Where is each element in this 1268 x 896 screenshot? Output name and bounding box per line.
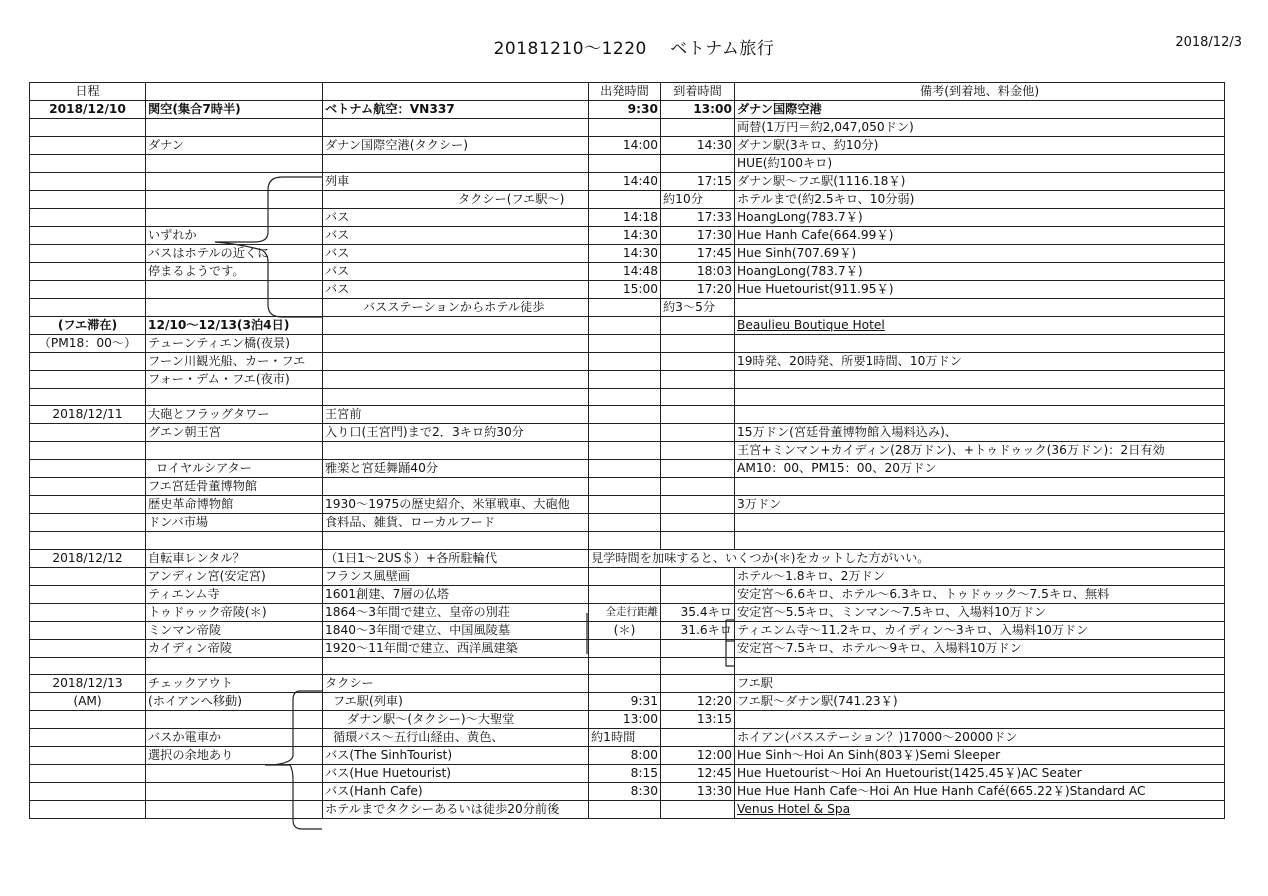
cell-arrive: 13:00 [661, 101, 735, 119]
cell-transport [323, 119, 589, 137]
cell-activity: 選択の余地あり [146, 746, 323, 764]
table-row [30, 639, 1225, 657]
table-row [30, 800, 1225, 818]
header-transport [323, 83, 589, 101]
table-row [30, 460, 1225, 478]
cell-activity [146, 532, 323, 549]
table-row [30, 549, 1225, 567]
cell-notes [735, 478, 1225, 496]
cell-arrive [661, 514, 735, 532]
cell-depart [589, 532, 661, 549]
table-row [30, 746, 1225, 764]
cell-arrive: 18:03 [661, 263, 735, 281]
cell-transport: バス(Hue Huetourist) [323, 764, 589, 782]
header-activity [146, 83, 323, 101]
cell-depart [589, 442, 661, 460]
cell-date [30, 191, 146, 209]
cell-date [30, 710, 146, 728]
table-row [30, 155, 1225, 173]
table-row [30, 657, 1225, 674]
cell-depart: 全走行距離 [589, 603, 661, 621]
cell-notes [735, 657, 1225, 674]
cell-transport: バス [323, 281, 589, 299]
cell-arrive [661, 639, 735, 657]
cell-depart: 14:30 [589, 245, 661, 263]
cell-date [30, 389, 146, 406]
cell-activity [146, 119, 323, 137]
cell-transport [323, 478, 589, 496]
cell-notes [735, 299, 1225, 317]
table-row [30, 674, 1225, 692]
cell-date [30, 585, 146, 603]
cell-date [30, 245, 146, 263]
cell-notes [735, 371, 1225, 389]
cell-depart [589, 406, 661, 424]
header-notes: 備考(到着地、料金他) [735, 83, 1225, 101]
table-row [30, 371, 1225, 389]
cell-activity: いずれか [146, 227, 323, 245]
cell-arrive [661, 478, 735, 496]
cell-arrive [661, 728, 735, 746]
cell-date [30, 209, 146, 227]
cell-notes: ダナン国際空港 [735, 101, 1225, 119]
cell-notes [735, 514, 1225, 532]
cell-date [30, 567, 146, 585]
table-row [30, 389, 1225, 406]
cell-depart: 9:31 [589, 692, 661, 710]
cell-notes: Hue Huetourist〜Hoi An Huetourist(1425.45￥)AC Seater [735, 764, 1225, 782]
cell-activity [146, 800, 323, 818]
table-row [30, 442, 1225, 460]
cell-notes: ホテルまで(約2.5キロ、10分弱) [735, 191, 1225, 209]
cell-date [30, 764, 146, 782]
table-row [30, 173, 1225, 191]
cell-transport: バスステーションからホテル徒歩 [323, 299, 589, 317]
cell-date [30, 496, 146, 514]
cell-notes [735, 532, 1225, 549]
table-row [30, 245, 1225, 263]
cell-notes: 安定宮〜7.5キロ、ホテル〜9キロ、入場料10万ドン [735, 639, 1225, 657]
cell-date [30, 263, 146, 281]
cell-activity [146, 710, 323, 728]
cell-date [30, 746, 146, 764]
cell-notes: 15万ドン(宮廷骨董博物館入場料込み)、 [735, 424, 1225, 442]
cell-arrive: 17:30 [661, 227, 735, 245]
cell-arrive [661, 389, 735, 406]
cell-arrive: 17:45 [661, 245, 735, 263]
cell-arrive: 14:30 [661, 137, 735, 155]
cell-arrive [661, 119, 735, 137]
cell-date [30, 227, 146, 245]
cell-transport: 1864〜3年間で建立、皇帝の別荘 [323, 603, 589, 621]
cell-activity [146, 764, 323, 782]
table-row [30, 603, 1225, 621]
cell-transport: 入り口(王宮門)まで2．3キロ約30分 [323, 424, 589, 442]
document-date: 2018/12/3 [1175, 35, 1242, 50]
cell-notes: Hue Hanh Cafe(664.99￥) [735, 227, 1225, 245]
cell-notes: HoangLong(783.7￥) [735, 263, 1225, 281]
cell-notes: HoangLong(783.7￥) [735, 209, 1225, 227]
cell-depart [589, 567, 661, 585]
cell-depart [589, 335, 661, 353]
cell-date [30, 137, 146, 155]
cell-date: 2018/12/11 [30, 406, 146, 424]
cell-arrive: 13:15 [661, 710, 735, 728]
cell-arrive [661, 567, 735, 585]
cell-activity: アンディン宮(安定宮) [146, 567, 323, 585]
cell-depart [589, 389, 661, 406]
cell-arrive: 約3〜5分 [661, 299, 735, 317]
table-row [30, 585, 1225, 603]
cell-depart [589, 353, 661, 371]
cell-activity: 12/10〜12/13(3泊4日) [146, 317, 323, 335]
cell-arrive [661, 353, 735, 371]
cell-transport: ホテルまでタクシーあるいは徒歩20分前後 [323, 800, 589, 818]
cell-activity [146, 782, 323, 800]
table-row [30, 496, 1225, 514]
cell-arrive: 31.6キロ [661, 621, 735, 639]
cell-transport [323, 657, 589, 674]
cell-depart: 8:00 [589, 746, 661, 764]
cell-activity [146, 173, 323, 191]
cell-notes: 安定宮〜5.5キロ、ミンマン〜7.5キロ、入場料10万ドン [735, 603, 1225, 621]
cell-date [30, 800, 146, 818]
cell-depart: 約1時間 [589, 728, 661, 746]
cell-transport [323, 317, 589, 335]
cell-transport: バス(The SinhTourist) [323, 746, 589, 764]
cell-date [30, 460, 146, 478]
cell-date [30, 424, 146, 442]
cell-arrive [661, 800, 735, 818]
cell-notes [735, 406, 1225, 424]
cell-notes: 王宮+ミンマン+カイディン(28万ドン)、+トゥドゥック(36万ドン)：2日有効 [735, 442, 1225, 460]
cell-notes: 安定宮〜6.6キロ、ホテル〜6.3キロ、トゥドゥック〜7.5キロ、無料 [735, 585, 1225, 603]
cell-transport: 食料品、雑貨、ローカルフード [323, 514, 589, 532]
cell-date: （PM18：00〜） [30, 335, 146, 353]
cell-arrive: 17:20 [661, 281, 735, 299]
header-depart: 出発時間 [589, 83, 661, 101]
cell-notes: 3万ドン [735, 496, 1225, 514]
header-arrive: 到着時間 [661, 83, 735, 101]
cell-transport: 雅楽と宮廷舞踊40分 [323, 460, 589, 478]
table-row [30, 299, 1225, 317]
cell-depart [589, 478, 661, 496]
cell-depart [589, 460, 661, 478]
cell-depart: 14:00 [589, 137, 661, 155]
cell-notes: ダナン駅〜フエ駅(1116.18￥) [735, 173, 1225, 191]
cell-depart: 14:18 [589, 209, 661, 227]
table-row [30, 728, 1225, 746]
cell-depart: 14:30 [589, 227, 661, 245]
cell-depart [589, 191, 661, 209]
table-row [30, 567, 1225, 585]
cell-date [30, 353, 146, 371]
table-row [30, 710, 1225, 728]
cell-depart [589, 585, 661, 603]
cell-notes: ホテル〜1.8キロ、2万ドン [735, 567, 1225, 585]
cell-notes: ダナン駅(3キロ、約10分) [735, 137, 1225, 155]
cell-transport [323, 335, 589, 353]
table-row [30, 353, 1225, 371]
cell-depart: 13:00 [589, 710, 661, 728]
cell-date [30, 155, 146, 173]
cell-depart: 見学時間を加味すると、いくつか(＊)をカットした方がいい。 [589, 549, 1225, 567]
cell-activity: フォー・デム・フエ(夜市) [146, 371, 323, 389]
cell-activity [146, 155, 323, 173]
cell-depart [589, 674, 661, 692]
cell-notes [735, 710, 1225, 728]
cell-arrive: 35.4キロ [661, 603, 735, 621]
cell-activity: バスか電車か [146, 728, 323, 746]
cell-transport: 1930〜1975の歴史紹介、米軍戦車、大砲他 [323, 496, 589, 514]
cell-notes [735, 335, 1225, 353]
cell-transport: バス [323, 263, 589, 281]
cell-arrive [661, 585, 735, 603]
cell-arrive: 約10分 [661, 191, 735, 209]
table-row [30, 209, 1225, 227]
cell-transport: バス [323, 227, 589, 245]
cell-notes: Hue Hue Hanh Cafe〜Hoi An Hue Hanh Café(665.22￥)Standard AC [735, 782, 1225, 800]
cell-notes: HUE(約100キロ) [735, 155, 1225, 173]
document-title: 20181210〜1220 ベトナム旅行 [493, 39, 775, 59]
cell-transport [323, 353, 589, 371]
table-row [30, 227, 1225, 245]
cell-depart [589, 317, 661, 335]
cell-depart [589, 371, 661, 389]
cell-depart [589, 514, 661, 532]
cell-arrive [661, 371, 735, 389]
cell-notes: ホイアン(バスステーション？)17000〜20000ドン [735, 728, 1225, 746]
cell-transport: バス [323, 245, 589, 263]
cell-activity: (ホイアンへ移動) [146, 692, 323, 710]
cell-activity: 停まるようです。 [146, 263, 323, 281]
cell-transport [323, 442, 589, 460]
table-row [30, 692, 1225, 710]
cell-transport: フエ駅(列車) [323, 692, 589, 710]
table-row [30, 119, 1225, 137]
cell-depart [589, 496, 661, 514]
table-row [30, 191, 1225, 209]
cell-date [30, 603, 146, 621]
table-row [30, 782, 1225, 800]
cell-arrive [661, 335, 735, 353]
cell-arrive: 17:15 [661, 173, 735, 191]
cell-transport: フランス風壁画 [323, 567, 589, 585]
cell-arrive: 12:20 [661, 692, 735, 710]
table-row [30, 317, 1225, 335]
cell-activity: 関空(集合7時半) [146, 101, 323, 119]
cell-arrive [661, 657, 735, 674]
cell-arrive [661, 532, 735, 549]
table-row [30, 406, 1225, 424]
cell-transport: 1840〜3年間で建立、中国風陵墓 [323, 621, 589, 639]
table-row [30, 281, 1225, 299]
cell-depart: 9:30 [589, 101, 661, 119]
cell-arrive [661, 406, 735, 424]
cell-depart [589, 657, 661, 674]
cell-transport: ダナン駅〜(タクシー)〜大聖堂 [323, 710, 589, 728]
cell-activity [146, 299, 323, 317]
cell-activity: チェックアウト [146, 674, 323, 692]
cell-activity: カイディン帝陵 [146, 639, 323, 657]
cell-date [30, 119, 146, 137]
table-header-row [30, 83, 1225, 101]
cell-activity [146, 389, 323, 406]
cell-notes: 19時発、20時発、所要1時間、10万ドン [735, 353, 1225, 371]
cell-transport: タクシー(フエ駅〜) [323, 191, 589, 209]
cell-date [30, 728, 146, 746]
cell-transport: バス [323, 209, 589, 227]
cell-activity [146, 191, 323, 209]
cell-transport: 列車 [323, 173, 589, 191]
cell-date [30, 621, 146, 639]
cell-date [30, 639, 146, 657]
cell-depart [589, 424, 661, 442]
table-row [30, 424, 1225, 442]
cell-depart: 8:30 [589, 782, 661, 800]
cell-notes: Hue Huetourist(911.95￥) [735, 281, 1225, 299]
table-row [30, 621, 1225, 639]
cell-transport: バス(Hanh Cafe) [323, 782, 589, 800]
cell-arrive: 17:33 [661, 209, 735, 227]
cell-activity: ティエンム寺 [146, 585, 323, 603]
cell-date [30, 371, 146, 389]
cell-arrive [661, 424, 735, 442]
cell-transport: ベトナム航空：VN337 [323, 101, 589, 119]
cell-date [30, 299, 146, 317]
cell-transport: ダナン国際空港(タクシー) [323, 137, 589, 155]
cell-activity: 自転車レンタル？ [146, 549, 323, 567]
cell-arrive: 12:45 [661, 764, 735, 782]
itinerary-table [29, 82, 1225, 819]
cell-date: (AM) [30, 692, 146, 710]
cell-transport: （1日1〜2US＄）+各所駐輪代 [323, 549, 589, 567]
cell-depart: 14:40 [589, 173, 661, 191]
header-date: 日程 [30, 83, 146, 101]
table-row [30, 263, 1225, 281]
cell-transport [323, 532, 589, 549]
cell-activity: ロイヤルシアター [146, 460, 323, 478]
table-row [30, 335, 1225, 353]
cell-activity [146, 281, 323, 299]
cell-transport: 1920〜11年間で建立、西洋風建築 [323, 639, 589, 657]
cell-date [30, 281, 146, 299]
cell-notes: フエ駅〜ダナン駅(741.23￥) [735, 692, 1225, 710]
cell-notes: Venus Hotel & Spa [735, 800, 1225, 818]
cell-notes: Hue Sinh(707.69￥) [735, 245, 1225, 263]
cell-notes [735, 389, 1225, 406]
table-row [30, 137, 1225, 155]
table-row [30, 101, 1225, 119]
cell-activity: ドンバ市場 [146, 514, 323, 532]
cell-notes: フエ駅 [735, 674, 1225, 692]
cell-activity: テューンティエン橋(夜景) [146, 335, 323, 353]
cell-date [30, 514, 146, 532]
cell-arrive: 13:30 [661, 782, 735, 800]
cell-notes: ティエンム寺〜11.2キロ、カイディン〜3キロ、入場料10万ドン [735, 621, 1225, 639]
cell-transport [323, 155, 589, 173]
cell-arrive [661, 674, 735, 692]
cell-depart [589, 119, 661, 137]
cell-activity: グエン朝王宮 [146, 424, 323, 442]
cell-activity [146, 657, 323, 674]
cell-activity: 歴史革命博物館 [146, 496, 323, 514]
cell-date: (フエ滞在) [30, 317, 146, 335]
cell-date: 2018/12/12 [30, 549, 146, 567]
cell-depart [589, 155, 661, 173]
cell-activity: フーン川観光船、カー・フエ [146, 353, 323, 371]
table-row [30, 764, 1225, 782]
cell-notes: 両替(1万円＝約2,047,050ドン) [735, 119, 1225, 137]
cell-arrive [661, 496, 735, 514]
cell-activity: 大砲とフラッグタワー [146, 406, 323, 424]
cell-activity [146, 442, 323, 460]
cell-arrive: 12:00 [661, 746, 735, 764]
cell-arrive [661, 155, 735, 173]
cell-date [30, 173, 146, 191]
cell-depart: (＊) [589, 621, 661, 639]
cell-depart [589, 800, 661, 818]
cell-notes: Hue Sinh〜Hoi An Sinh(803￥)Semi Sleeper [735, 746, 1225, 764]
cell-activity [146, 209, 323, 227]
cell-transport: 王宮前 [323, 406, 589, 424]
cell-activity: ダナン [146, 137, 323, 155]
cell-activity: ミンマン帝陵 [146, 621, 323, 639]
cell-arrive [661, 442, 735, 460]
cell-notes: Beaulieu Boutique Hotel [735, 317, 1225, 335]
cell-notes: AM10：00、PM15：00、20万ドン [735, 460, 1225, 478]
cell-date [30, 657, 146, 674]
cell-depart [589, 639, 661, 657]
cell-activity: フエ宮廷骨董博物館 [146, 478, 323, 496]
cell-date: 2018/12/10 [30, 101, 146, 119]
cell-date [30, 782, 146, 800]
cell-depart: 14:48 [589, 263, 661, 281]
cell-date [30, 442, 146, 460]
table-row [30, 532, 1225, 549]
cell-transport [323, 389, 589, 406]
cell-activity: トゥドゥック帝陵(＊) [146, 603, 323, 621]
cell-date: 2018/12/13 [30, 674, 146, 692]
cell-depart: 15:00 [589, 281, 661, 299]
cell-date [30, 532, 146, 549]
cell-depart: 8:15 [589, 764, 661, 782]
cell-transport: 1601創建、7層の仏塔 [323, 585, 589, 603]
cell-transport: タクシー [323, 674, 589, 692]
cell-arrive [661, 317, 735, 335]
cell-date [30, 478, 146, 496]
cell-arrive [661, 460, 735, 478]
table-row [30, 514, 1225, 532]
cell-depart [589, 299, 661, 317]
cell-transport: 循環バス〜五行山経由、黄色、 [323, 728, 589, 746]
cell-activity: バスはホテルの近くに [146, 245, 323, 263]
cell-transport [323, 371, 589, 389]
table-row [30, 478, 1225, 496]
